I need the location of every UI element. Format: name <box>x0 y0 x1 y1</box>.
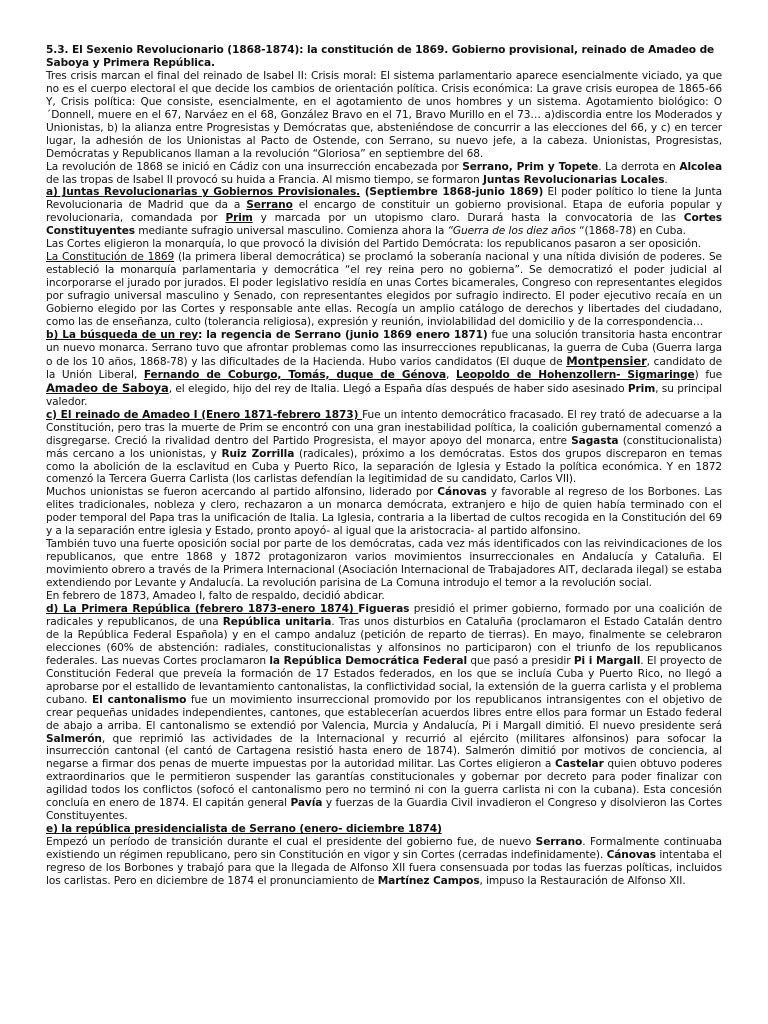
text-run: d) La Primera República (febrero 1873-enero 1874) <box>46 602 359 615</box>
text-run: Alcolea <box>679 160 722 173</box>
text-run: e) la república presidencialista de Serrano (enero- diciembre 1874) <box>46 823 442 836</box>
text-run: Fue un intento democrático fracasado. El rey trató de adecuarse a la Constitución, pero tras la muerte de Prim se encontró con una gran inestabilidad política, la coalición gubernamental comenzó a disgregarse. Creció la rivalidad dentro del Partido Progresista, el mayor apoyo del monarca, entre <box>46 408 722 447</box>
text-run: , candidato de la Unión Liberal, <box>46 355 722 381</box>
text-run: También tuvo una fuerte oposición social por parte de los demócratas, cada vez más identificados con las reivindicaciones de los republicanos, que entre 1868 y 1872 protagonizaron varios movimientos insurreccionales en Andalucía y Cataluña. El movimiento obrero a través de la Primera Internacional (Asociación Internacional de Trabajadores AIT, declarada ilegal) se estaba extendiendo por Levante y Andalucía. La revolución parisina de La Comuna introdujo el temor a la revolución social. <box>46 538 722 590</box>
text-run: Juntas Revolucionarias Locales <box>483 173 665 186</box>
text-run: , el elegido, hijo del rey de Italia. Llegó a España días después de haber sido asesinado <box>168 382 628 395</box>
paragraph-juntas-revolucionarias <box>46 186 722 238</box>
text-run: Empezó un período de transición durante el cual el presidente del gobierno fue, de nuevo <box>46 836 536 849</box>
text-run: , impuso la Restauración de Alfonso XII. <box>479 875 686 887</box>
text-run: Pavía <box>290 797 323 810</box>
paragraph-cortes-monarquia <box>46 238 722 251</box>
text-run: (Septiembre 1868-junio 1869) <box>360 186 544 199</box>
text-run: Serrano <box>535 836 583 849</box>
text-run: Muchos unionistas se fueron acercando al partido alfonsino, liderado por <box>46 486 438 499</box>
text-run: el encargo de constituir un gobierno provisional. Etapa de euforia popular y revolucionaria, comandada por <box>46 199 722 225</box>
paragraph-reinado-amadeo <box>46 409 722 487</box>
text-run: b) La búsqueda de un rey <box>46 328 199 341</box>
text-run: presidió el primer gobierno, formado por una coalición de radicales y republicanos, de una <box>46 602 722 628</box>
text-run: , su principal valedor. <box>46 382 722 408</box>
section-title: 5.3. El Sexenio Revolucionario (1868-1874): la constitución de 1869. Gobierno provisional, reinado de Amadeo de Saboya y Primera República. <box>46 44 715 69</box>
text-run: fue una solución transitoria hasta encontrar un nuevo monarca. Serrano tuvo que afrontar problemas como las insurrecciones republicanas, la guerra de Cuba (Guerra larga o de los 10 años, 1868-78) y las dificultades de la Hacienda. Hubo varios candidatos (El duque de <box>46 328 722 368</box>
text-run: que pasó a presidir <box>466 654 574 667</box>
text-run: y fuerzas de la Guardia Civil invadieron el Congreso y disolvieron las Cortes Constituyentes. <box>46 797 722 823</box>
text-run: (radicales), próximo a los demócratas. Estos dos grupos discreparon en temas como la abolición de la esclavitud en Cuba y Puerto Rico, la separación de Iglesia y Estado la política económica. Y en 1872 comenzó la Tercera Guerra Carlista (los carlistas defendían la legitimidad de su candidato, Carlos VII). <box>46 447 722 486</box>
text-run: Montpensier <box>566 353 647 368</box>
text-run: Serrano <box>246 199 293 212</box>
text-run: c) El reinado de Amadeo I (Enero 1871-febrero 1873) <box>46 408 363 421</box>
text-run: . Tras unos disturbios en Cataluña (proclamaron el Estado Catalán dentro de la República Federal Española) y en el campo andaluz (petición de reparto de tierras). En mayo, finalmente se celebraron elecciones (60% de abstención: radiales, constitucionalistas y alfonsinos no participaron) con el triunfo de los republicanos federales. Las nuevas Cortes proclamaron <box>46 615 722 667</box>
text-run: El cantonalismo <box>92 693 187 706</box>
text-run: mediante sufragio universal masculino. Comienza ahora la <box>135 225 448 238</box>
text-run: la República Democrática Federal <box>269 654 467 667</box>
text-run: . El proyecto de Constitución Federal que preveía la formación de 17 Estados federados, en los que se incluía Cuba y Puerto Rico, no llegó a aprobarse por el estallido de levantamiento cantonalistas, la conflictividad social, la extensión de la guerra carlista y el problema cubano. <box>46 654 722 706</box>
text-run: Cánovas <box>606 849 656 862</box>
text-run: Amadeo de Saboya <box>46 380 169 395</box>
text-run: , <box>446 368 456 381</box>
text-run: . <box>664 173 668 186</box>
paragraph-constitucion-1869 <box>46 251 722 329</box>
paragraph-serrano-restauracion <box>46 836 722 888</box>
text-run: Sagasta <box>571 434 619 447</box>
document-page <box>46 44 722 888</box>
text-run: Cortes Constituyentes <box>46 212 722 238</box>
text-run: Prim <box>627 382 656 395</box>
text-run: (la primera liberal democrática) se proclamó la soberanía nacional y una nítida división de poderes. Se estableció la monarquía parlamentaria y democrática “el rey reina pero no gobierna”. Se democratizó el poder judicial al incorporarse el jurado por jurados. El poder legislativo residía en unas Cortes bicamerales, Congreso con representantes elegidos por sufragio universal masculino y Senado, con representantes elegidos por sufragio indirecto. El poder ejecutivo recaía en un Gobierno elegido por las Cortes y responsable ante ellas. Recogía un amplio catálogo de derechos y libertades del ciudadano, como las de enseñanza, culto (tolerancia religiosa), expresión y reunión, inviolabilidad del domicilio y de la correspondencia… <box>46 251 722 329</box>
text-run: Pi i Margall <box>573 654 641 667</box>
text-run: República unitaria <box>222 615 332 628</box>
text-run: Fernando de Coburgo, Tomás, duque de Génova <box>143 368 446 381</box>
heading-republica-presidencialista <box>46 823 722 836</box>
text-run: Serrano, Prim y Topete <box>462 160 599 173</box>
text-run: Castelar <box>555 758 604 771</box>
text-run: ) fue <box>694 368 723 381</box>
paragraph-revolucion-1868 <box>46 161 722 187</box>
text-run: Leopoldo de Hohenzollern- Sigmaringe <box>455 368 695 381</box>
paragraph-busqueda-rey <box>46 329 722 409</box>
text-run: de las tropas de Isabel II provocó su huida a Francia. Al mismo tiempo, se formaron <box>46 173 484 186</box>
text-run: La revolución de 1868 se inició en Cádiz con una insurrección encabezada por <box>46 160 463 173</box>
text-run: a) Juntas Revolucionarias y Gobiernos Provisionales. <box>46 186 361 199</box>
text-run: (constitucionalista) más cercano a los unionistas, y <box>46 434 722 460</box>
paragraph-primera-republica <box>46 603 722 823</box>
text-run: y favorable al regreso de los Borbones. Las elites tradicionales, nobleza y clero, rechazaron a un monarca demócrata, extranjero e hijo de quien había terminado con el poder temporal del Papa tras la unificación de Italia. La Iglesia, contraria a la libertad de cultos recogida en la Constitución del 69 y a la separación entre iglesia y Estado, pronto apoyó- al igual que la aristocracia- al partido alfonsino. <box>46 486 722 538</box>
paragraph-abdicacion <box>46 590 722 603</box>
text-run: “Guerra de los diez años <box>447 225 576 238</box>
text-run: , que reprimió las actividades de la Internacional y recurrió al ejército (militares alfonsinos) para sofocar la insurrección cantonal (el cantó de Cartagena resistió hasta enero de 1874). Salmerón dimitió por motivos de conciencia, al negarse a firmar dos penas de muerte impuestas por la autoridad militar. Las Cortes eligieron a <box>46 732 722 771</box>
text-run: En febrero de 1873, Amadeo I, falto de respaldo, decidió abdicar. <box>46 590 385 603</box>
text-run: Ruiz Zorrilla <box>221 447 295 460</box>
text-run: La Constitución de 1869 <box>46 251 175 264</box>
text-run: y marcada por un utopismo claro. Durará hasta la convocatoria de las <box>252 212 684 225</box>
text-run: : la regencia de Serrano (junio 1869 enero 1871) <box>198 328 488 341</box>
text-run: intentaba el regreso de los Borbones y trabajó para que la llegada de Alfonso XII fuera consensuada por todas las fuerzas políticas, incluidos los carlistas. Pero en diciembre de 1874 el pronunciamiento de <box>46 849 722 887</box>
paragraph-unionistas-alfonsinos <box>46 486 722 538</box>
text-run: “(1868-78) en Cuba. <box>575 225 686 238</box>
text-run: Cánovas <box>437 486 487 499</box>
paragraph-oposicion-social <box>46 538 722 590</box>
text-run: Salmerón <box>46 732 102 745</box>
paragraph-crisis <box>46 70 722 161</box>
text-run: Martínez Campos <box>377 875 480 887</box>
text-run: Tres crisis marcan el final del reinado de Isabel II: Crisis moral: El sistema parlamentario aparece esencialmente viciado, ya que no es el cuerpo electoral el que decide los cambios de orientación política. Crisis económica: La grave crisis europea de 1865-66 Y, Crisis política: Que consiste, esencialmente, en el agotamiento de unos hombres y un sistema. Agotamiento biológico: O ´Donnell, muere en el 67, Narváez en el 68, González Bravo en el 71, Bravo Murillo en el 73… a)discordia entre los Moderados y Unionistas, b) la alianza entre Progresistas y Demócratas que, absteniéndose de concurrir a las elecciones del 66, y c) en tercer lugar, la adhesión de los Unionistas al Pacto de Ostende, con Serrano, su nuevo jefe, a la cabeza. Unionistas, Progresistas, Demócratas y Republicanos llaman a la revolución “Gloriosa” en septiembre del 68. <box>46 69 722 160</box>
text-run: Las Cortes eligieron la monarquía, lo que provocó la división del Partido Demócrata: los republicanos pasaron a ser oposición. <box>46 238 702 251</box>
text-run: Prim <box>225 212 253 225</box>
text-run: El poder político lo tiene la Junta Revolucionaria de Madrid que da a <box>46 186 722 212</box>
text-run: fue un movimiento insurreccional promovido por los republicanos intransigentes con el objetivo de crear pequeñas unidades independientes, cantones, que establecerían acuerdos libres entre ellos para formar un Estado federal de abajo a arriba. El cantonalismo se extendió por Valencia, Murcia y Andalucía, Pi i Margall dimitió. El nuevo presidente será <box>46 693 722 732</box>
text-run: Figueras <box>358 602 410 615</box>
text-run: . La derrota en <box>598 160 680 173</box>
text-run: quien obtuvo poderes extraordinarios que le permitieron suspender las garantías constitucionales y gobernar por decreto para poder finalizar con agilidad todos los conflictos (sofocó el cantonalismo pero no terminó ni con la guerra carlista ni con la cubana). Esta concesión concluía en enero de 1874. El capitán general <box>46 758 722 810</box>
text-run: . Formalmente continuaba existiendo un régimen republicano, pero sin Constitución en vigor y sin Cortes (cerradas indefinidamente). <box>46 836 722 862</box>
